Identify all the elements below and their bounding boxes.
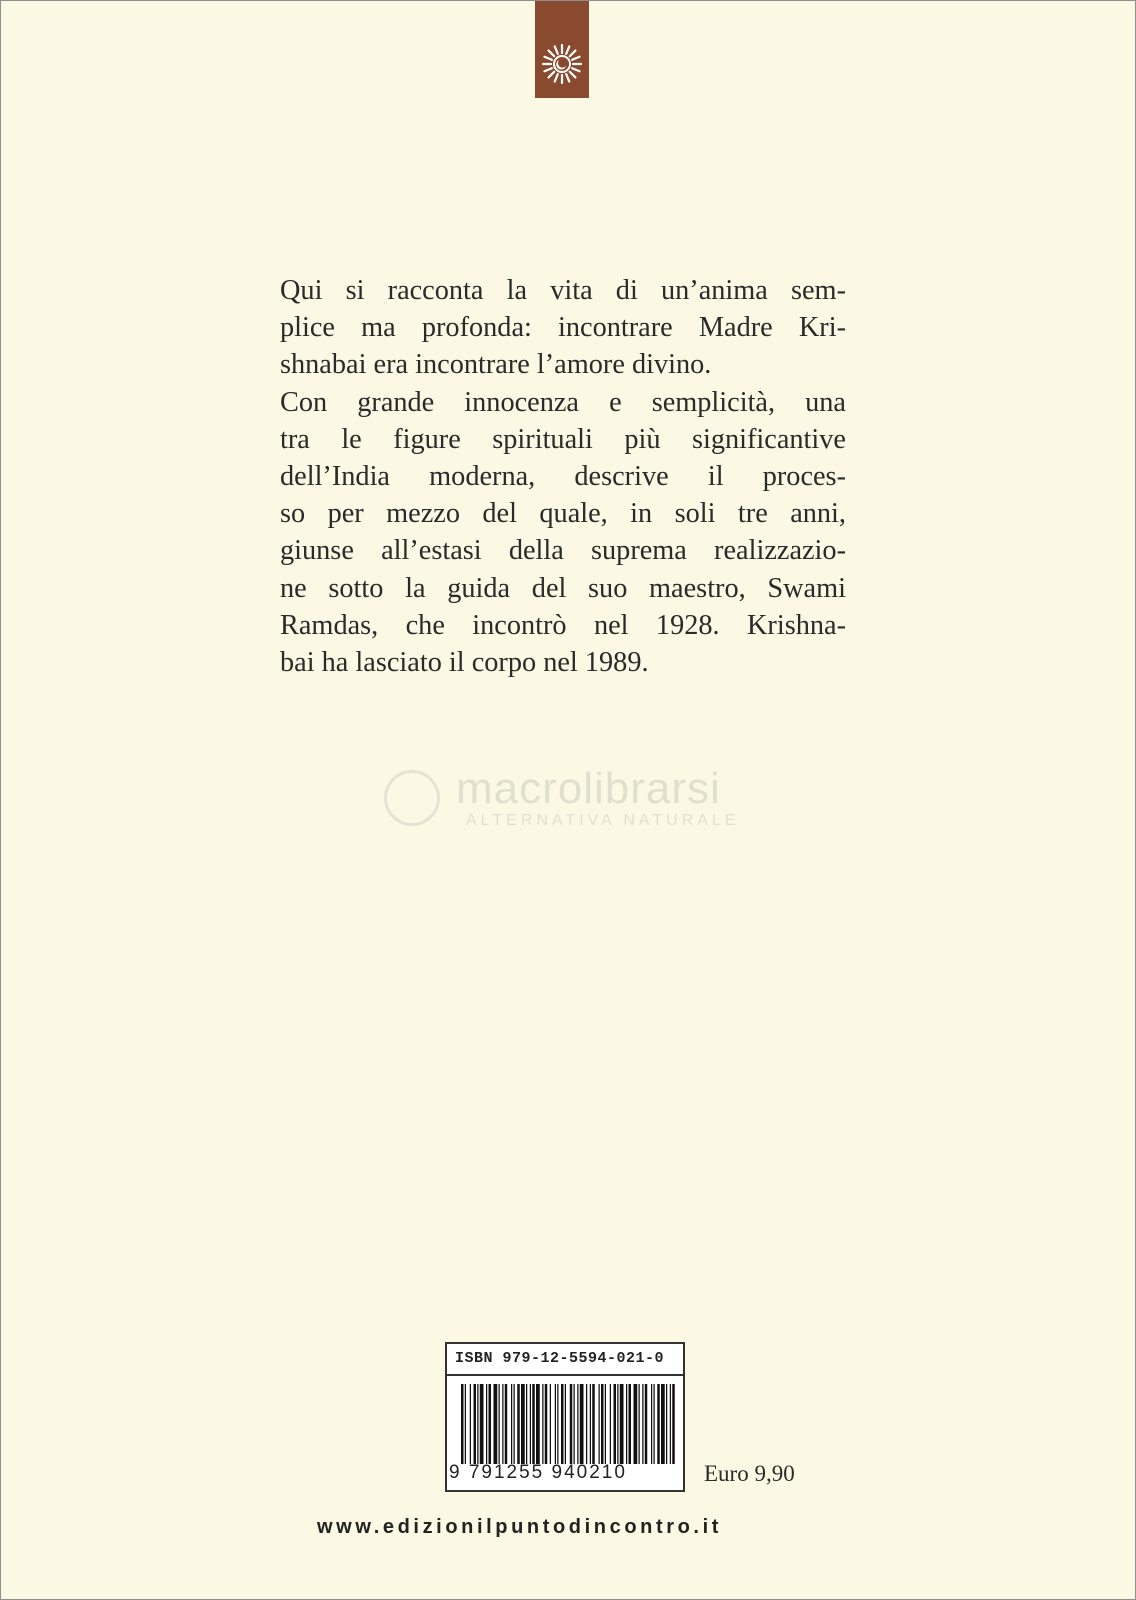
blurb-line: ne sotto la guida del suo maestro, Swami <box>280 572 846 604</box>
blurb-line: giunse all’estasi della suprema realizzazio- <box>280 535 846 567</box>
watermark-logo-icon <box>384 770 440 826</box>
blurb-line: Ramdas, che incontrò nel 1928. Krishna- <box>280 609 846 641</box>
price: Euro 9,90 <box>704 1461 795 1486</box>
publisher-website: www.edizionilpuntodincontro.it <box>317 1516 722 1538</box>
isbn-barcode <box>445 1342 685 1492</box>
blurb-line: shnabai era incontrare l’amore divino. <box>280 349 712 381</box>
publisher-tab <box>535 1 589 98</box>
watermark-name: macrolibrarsi <box>456 764 721 813</box>
blurb-line: dell’India moderna, descrive il proces- <box>280 461 846 493</box>
isbn-number: ISBN 979-12-5594-021-0 <box>455 1350 665 1367</box>
barcode-bars <box>461 1384 675 1464</box>
blurb-line: Con grande innocenza e semplicità, una <box>280 386 846 418</box>
blurb-line: Qui si racconta la vita di un’anima sem- <box>280 275 846 306</box>
blurb-line: so per mezzo del quale, in soli tre anni, <box>280 498 846 530</box>
barcode-digits: 9 791255 940210 <box>449 1462 627 1483</box>
blurb-line: plice ma profonda: incontrare Madre Kri- <box>280 312 846 344</box>
watermark-tagline: ALTERNATIVA NATURALE <box>466 812 740 829</box>
blurb-text <box>280 272 846 681</box>
watermark <box>384 764 784 834</box>
blurb-line: bai ha lasciato il corpo nel 1989. <box>280 647 649 679</box>
sun-rays-logo-icon <box>540 42 584 86</box>
blurb-line: tra le figure spirituali più significantive <box>280 423 846 455</box>
isbn-divider <box>447 1374 683 1376</box>
